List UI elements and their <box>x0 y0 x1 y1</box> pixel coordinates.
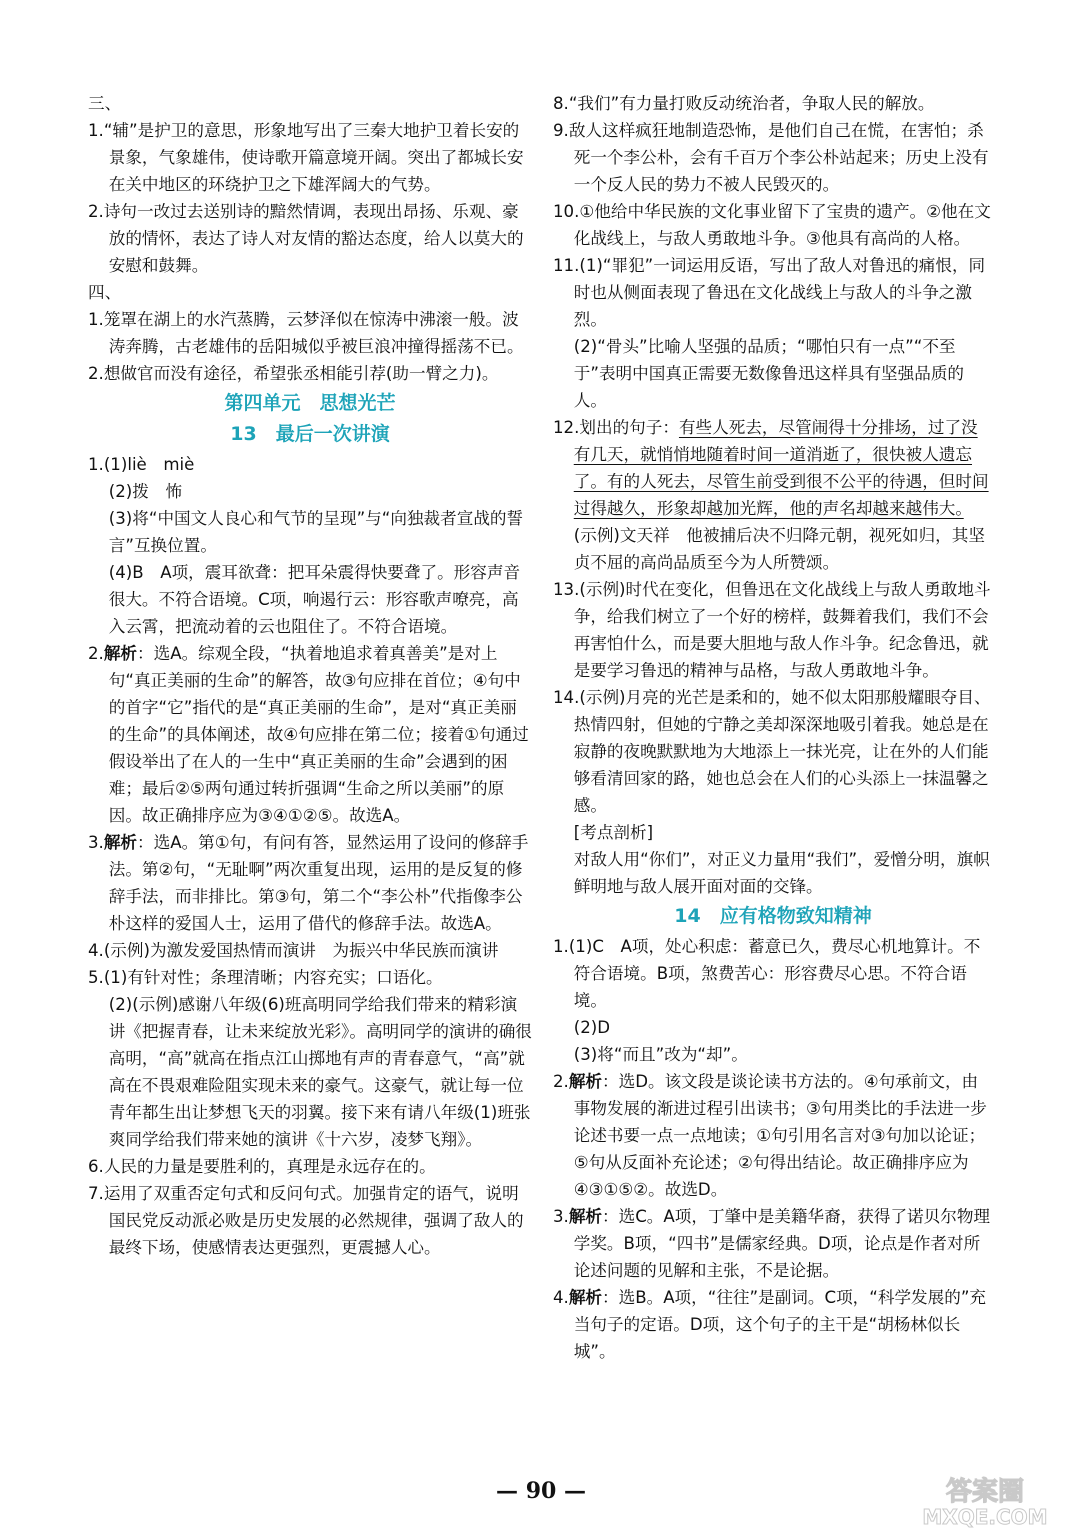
q13-answer: 13.(示例)时代在变化，但鲁迅在文化战线上与敌人勇敢地斗争，给我们树立了一个好的榜样，鼓舞着我们，我们不会再害怕什么，而是要大胆地与敌人作斗争。纪念鲁迅，就是要学习鲁迅的精神与品格，与敌人勇敢地斗争。 <box>553 580 991 680</box>
q10-answer: 10.①他给中华民族的文化事业留下了宝贵的遗产。②他在文化战线上，与敌人勇敢地斗争。③他具有高尚的人格。 <box>553 202 991 248</box>
r3-analysis-tag: 解析 <box>568 1207 603 1226</box>
q9-answer: 9.敌人这样疯狂地制造恐怖，是他们自己在慌，在害怕；杀死一个李公朴，会有千百万个李公朴站起来；历史上没有一个反人民的势力不被人民毁灭的。 <box>553 121 989 194</box>
q11-part1: 11.(1)“罪犯”一词运用反语，写出了敌人对鲁迅的痛恨，同时也从侧面表现了鲁迅在文化战线上与敌人的斗争之激烈。 <box>553 256 986 329</box>
q12-prefix: 12.划出的句子： <box>553 418 679 437</box>
q1-part4: (4)B A项，震耳欲聋：把耳朵震得快要聋了。形容声音很大。不符合语境。C项，响遏行云：形容歌声嘹亮，高入云霄，把流动着的云也阻住了。不符合语境。 <box>108 563 521 636</box>
watermark-line2: MXQE.COM <box>922 1505 1048 1529</box>
page-number: — 90 — <box>496 1478 586 1504</box>
q14-answer: 14.(示例)月亮的光芒是柔和的，她不似太阳那般耀眼夺目、热情四射，但她的宁静之美却深深地吸引着我。她总是在寂静的夜晚默默地为大地添上一抹光亮，让在外的人们能够看清回家的路，她也总会在人们的心头添上一抹温馨之感。 <box>553 688 991 815</box>
q6-answer: 6.人民的力量是要胜利的，真理是永远存在的。 <box>88 1157 436 1176</box>
q3-text: ：选A。第①句，有问有答，显然运用了设问的修辞手法。第②句，“无耻啊”两次重复出现，运用的是反复的修辞手法，而非排比。第③句，第二个“李公朴”代指像李公朴这样的爱国人士，运用了借代的修辞手法。故选A。 <box>108 833 529 933</box>
left-column <box>88 90 532 1261</box>
r4-number: 4. <box>553 1288 569 1307</box>
q2-text: ：选A。综观全段，“执着地追求着真善美”是对上句“真正美丽的生命”的解答，故③句应排在首位；④句中的首字“它”指代的是“真正美丽的生命”，是对“真正美丽的生命”的具体阐述，故④句应排在第二位；接着①句通过假设举出了在人的一生中“真正美丽的生命”会遇到的困难；最后②⑤两句通过转折强调“生命之所以美丽”的原因。故正确排序应为③④①②⑤。故选A。 <box>108 644 529 825</box>
q7-answer: 7.运用了双重否定句式和反问句式。加强肯定的语气，说明国民党反动派必败是历史发展的必然规律，强调了敌人的最终下场，使感情表达更强烈，更震撼人心。 <box>88 1184 524 1257</box>
q12-example: (示例)文天祥 他被捕后决不归降元朝，视死如归，其坚贞不屈的高尚品质至今为人所赞颂。 <box>573 499 985 572</box>
right-column <box>553 90 993 1365</box>
section-four-label: 四、 <box>88 283 122 302</box>
r4-analysis-tag: 解析 <box>568 1288 603 1307</box>
r2-number: 2. <box>553 1072 569 1091</box>
q12-underlined-sentences: 有些人死去，尽管闹得十分排场，过了没有几天，就悄悄地随着时间一道消逝了，很快被人遗忘了。有的人死去，尽管生前受到很不公平的待遇，但时间过得越久，形象却越加光辉，他的声名却越来越伟大。 <box>573 418 989 518</box>
q1-part1: 1.(1)liè miè <box>88 455 195 474</box>
q5-part1: 5.(1)有针对性；条理清晰；内容充实；口语化。 <box>88 968 443 987</box>
q4-answer: 4.(示例)为激发爱国热情而演讲 为振兴中华民族而演讲 <box>88 941 499 960</box>
r1-part2: (2)D <box>573 1018 611 1037</box>
answer-3-1: 1.“辅”是护卫的意思，形象地写出了三秦大地护卫着长安的景象，气象雄伟，使诗歌开篇意境开阔。突出了都城长安在关中地区的环绕护卫之下雄浑阔大的气势。 <box>88 121 524 194</box>
q5-part2: (2)(示例)感谢八年级(6)班高明同学给我们带来的精彩演讲《把握青春，让未来绽放光彩》。高明同学的演讲的确很高明，“高”就高在指点江山掷地有声的青春意气，“高”就高在不畏艰难险阻实现未来的豪气。这豪气，就让每一位青年都生出让梦想飞天的羽翼。接下来有请八年级(1)班张爽同学给我们带来她的演讲《十六岁，凌梦飞翔》。 <box>108 995 532 1149</box>
q8-answer: 8.“我们”有力量打败反动统治者，争取人民的解放。 <box>553 94 935 113</box>
q3-answer <box>88 829 532 937</box>
r3-text: ：选C。A项，丁肇中是美籍华裔，获得了诺贝尔物理学奖。B项，“四书”是儒家经典。D项，论点是作者对所论述问题的见解和主张，不是论据。 <box>573 1207 991 1280</box>
r2-analysis-tag: 解析 <box>568 1072 603 1091</box>
r1-part1: 1.(1)C A项，处心积虑：蓄意已久，费尽心机地算计。不符合语境。B项，煞费苦心：形容费尽心思。不符合语境。 <box>553 937 981 1010</box>
q12-answer <box>553 414 993 576</box>
r2-answer <box>553 1068 993 1203</box>
watermark-line1: 答案圈 <box>945 1477 1025 1507</box>
q3-number: 3. <box>88 833 104 852</box>
answer-3-2: 2.诗句一改过去送别诗的黯然情调，表现出昂扬、乐观、豪放的情怀，表达了诗人对友情的豁达态度，给人以莫大的安慰和鼓舞。 <box>88 202 524 275</box>
q3-analysis-tag: 解析 <box>103 833 138 852</box>
r3-answer <box>553 1203 993 1284</box>
q2-number: 2. <box>88 644 104 663</box>
unit-four-heading: 第四单元 思想光芒 <box>224 392 396 414</box>
answer-4-2: 2.想做官而没有途径，希望张丞相能引荐(助一臂之力)。 <box>88 364 499 383</box>
section-three-label: 三、 <box>88 94 122 113</box>
q2-answer <box>88 640 532 829</box>
r1-part3: (3)将“而且”改为“却”。 <box>573 1045 748 1064</box>
q1-part3: (3)将“中国文人良心和气节的呈现”与“向独裁者宣战的誓言”互换位置。 <box>108 509 524 555</box>
answer-4-1: 1.笼罩在湖上的水汽蒸腾，云梦泽似在惊涛中沸滚一般。波涛奔腾，古老雄伟的岳阳城似乎被巨浪冲撞得摇荡不已。 <box>88 310 524 356</box>
kaodian-label: [考点剖析] <box>573 823 654 842</box>
q11-part2: (2)“骨头”比喻人坚强的品质；“哪怕只有一点”“不至于”表明中国真正需要无数像鲁迅这样具有坚强品质的人。 <box>573 337 965 410</box>
r4-text: ：选B。A项，“往往”是副词。C项，“科学发展的”充当句子的定语。D项，这个句子的主干是“胡杨林似长城”。 <box>573 1288 987 1361</box>
q2-analysis-tag: 解析 <box>103 644 138 663</box>
r2-text: ：选D。该文段是谈论读书方法的。④句承前文，由事物发展的渐进过程引出读书；③句用类比的手法进一步论述书要一点一点地读；①句引用名言对③句加以论证；⑤句从反面补充论述；②句得出结论。故正确排序应为④③①⑤②。故选D。 <box>573 1072 987 1199</box>
kaodian-text: 对敌人用“你们”，对正义力量用“我们”，爱憎分明，旗帜鲜明地与敌人展开面对面的交锋。 <box>573 850 990 896</box>
lesson-14-heading: 14 应有格物致知精神 <box>674 905 872 927</box>
lesson-13-heading: 13 最后一次讲演 <box>230 423 390 445</box>
r4-answer <box>553 1284 993 1365</box>
r3-number: 3. <box>553 1207 569 1226</box>
q1-part2: (2)拨 怖 <box>108 482 183 501</box>
watermark-logo <box>900 1470 1070 1530</box>
